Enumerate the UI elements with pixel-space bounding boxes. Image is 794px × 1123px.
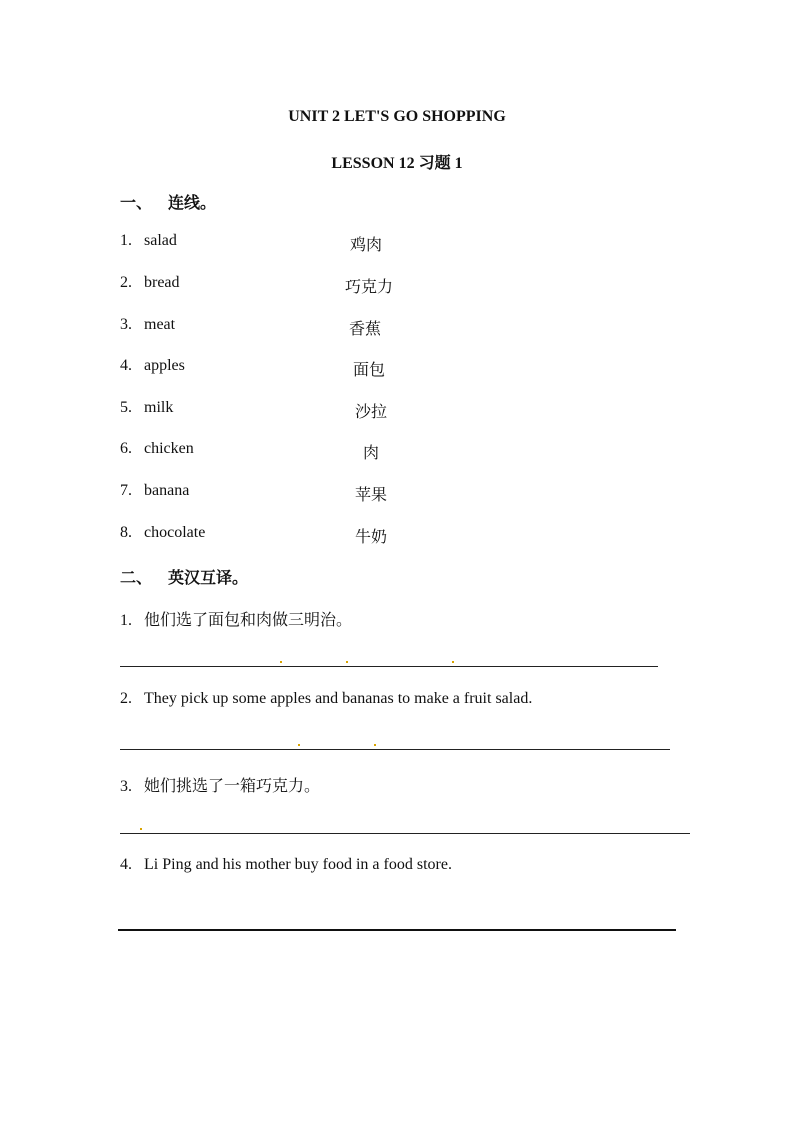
- translation-question: [120, 773, 320, 796]
- item-index: 3.: [120, 316, 132, 333]
- chinese-word: 沙拉: [355, 402, 388, 421]
- translation-question: [120, 856, 452, 874]
- question-index: 1.: [120, 612, 132, 629]
- match-item: [120, 357, 520, 379]
- chinese-word: 牛奶: [355, 527, 388, 546]
- answer-line[interactable]: [120, 833, 690, 834]
- section-1-title: 连线。: [168, 193, 217, 212]
- decorative-dot: [298, 744, 300, 746]
- question-index: 3.: [120, 778, 132, 795]
- english-word: banana: [144, 482, 190, 499]
- worksheet-title: UNIT 2 LET'S GO SHOPPING: [288, 108, 506, 125]
- section-1-number: 一、: [120, 193, 153, 212]
- chinese-word: 香蕉: [349, 319, 382, 338]
- match-item: [120, 440, 520, 462]
- answer-line[interactable]: [120, 666, 658, 667]
- translation-question: [120, 690, 532, 708]
- english-word: milk: [144, 399, 174, 416]
- section-2-number: 二、: [120, 568, 153, 587]
- match-item: [120, 316, 520, 338]
- decorative-dot: [140, 828, 142, 830]
- question-text: Li Ping and his mother buy food in a food store.: [144, 856, 452, 873]
- answer-line[interactable]: [118, 929, 676, 931]
- match-item: [120, 232, 520, 254]
- item-index: 1.: [120, 232, 132, 249]
- section-1-heading: [120, 190, 216, 213]
- item-index: 7.: [120, 482, 132, 499]
- decorative-dot: [374, 744, 376, 746]
- english-word: meat: [144, 316, 176, 333]
- chinese-word: 巧克力: [345, 277, 394, 296]
- answer-line[interactable]: [120, 749, 670, 750]
- english-word: salad: [144, 232, 177, 249]
- section-2-heading: [120, 565, 248, 588]
- question-text: 她们挑选了一箱巧克力。: [144, 776, 321, 795]
- english-word: chocolate: [144, 524, 206, 541]
- section-2-title: 英汉互译。: [168, 568, 249, 587]
- chinese-word: 肉: [363, 443, 380, 462]
- item-index: 5.: [120, 399, 132, 416]
- item-index: 4.: [120, 357, 132, 374]
- match-item: [120, 524, 520, 546]
- question-text: 他们选了面包和肉做三明治。: [144, 610, 353, 629]
- item-index: 6.: [120, 440, 132, 457]
- decorative-dot: [346, 661, 348, 663]
- decorative-dot: [452, 661, 454, 663]
- english-word: apples: [144, 357, 185, 374]
- lesson-subtitle: LESSON 12 习题 1: [331, 155, 463, 172]
- item-index: 8.: [120, 524, 132, 541]
- question-text: They pick up some apples and bananas to make a fruit salad.: [144, 690, 533, 707]
- decorative-dot: [280, 661, 282, 663]
- english-word: bread: [144, 274, 180, 291]
- match-item: [120, 399, 520, 421]
- item-index: 2.: [120, 274, 132, 291]
- english-word: chicken: [144, 440, 194, 457]
- translation-question: [120, 607, 352, 630]
- chinese-word: 苹果: [355, 485, 388, 504]
- match-item: [120, 482, 520, 504]
- question-index: 2.: [120, 690, 132, 707]
- question-index: 4.: [120, 856, 132, 873]
- chinese-word: 鸡肉: [350, 235, 383, 254]
- chinese-word: 面包: [353, 360, 386, 379]
- match-item: [120, 274, 520, 296]
